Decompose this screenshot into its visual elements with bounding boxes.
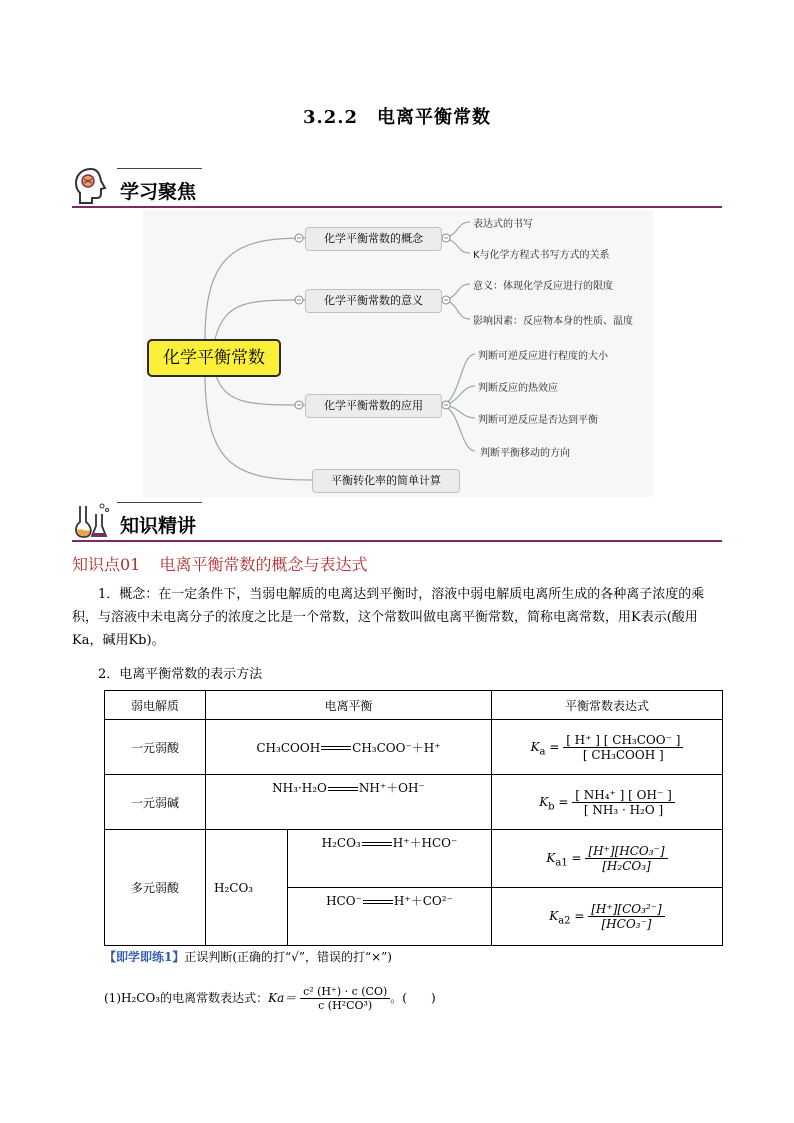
- constant-subscript: a1: [555, 857, 568, 869]
- reversible-arrow-icon: [328, 786, 358, 792]
- mindmap-branch-meaning: 化学平衡常数的意义: [305, 289, 442, 313]
- reversible-arrow-icon: [363, 899, 393, 905]
- fraction-numerator: [H⁺][HCO₃⁻]: [585, 844, 667, 859]
- section-header-knowledge: [72, 502, 722, 542]
- paragraph-method: 2．电离平衡常数的表示方法: [98, 667, 263, 682]
- section-top-rule: [117, 502, 202, 503]
- constant-symbol: K: [549, 909, 559, 923]
- fraction-denominator: [ NH₃ · H₂O ]: [583, 802, 664, 817]
- table-header: 弱电解质: [105, 691, 206, 720]
- equation-products: H⁺＋CO²⁻: [393, 894, 453, 908]
- table-cell-equation: [288, 830, 492, 888]
- mindmap-leaf: K与化学方程式书写方式的关系: [473, 250, 610, 261]
- mindmap-branch-concept: 化学平衡常数的概念: [305, 227, 442, 251]
- practice-heading: [104, 948, 392, 965]
- ionization-constant-table: [104, 690, 723, 946]
- table-cell-expression: $K_{a2}$ = $\frac{\text{[H⁺][CO₃²⁻]}}{\text{[HCO₃⁻]}}$: [492, 888, 723, 946]
- mindmap-leaf: 判断平衡移动的方向: [480, 448, 570, 459]
- fraction: [572, 788, 675, 817]
- table-cell-substance: H₂CO₃: [206, 830, 288, 946]
- constant-subscript: a2: [558, 915, 571, 927]
- mindmap-leaf: 影响因素：反应物本身的性质、温度: [473, 316, 633, 327]
- mindmap-leaf: 意义：体现化学反应进行的限度: [473, 281, 613, 292]
- mindmap-central-node: 化学平衡常数: [147, 339, 281, 377]
- fraction: [300, 985, 390, 1012]
- table-row: [105, 775, 723, 830]
- mindmap-branch-calculation: 平衡转化率的简单计算: [312, 469, 460, 493]
- fraction: [563, 733, 683, 762]
- question-prefix: (1)H₂CO₃的电离常数表达式：: [104, 991, 269, 1005]
- table-cell-expression: $K_{a1}$ = $\frac{\text{[H⁺][HCO₃⁻]}}{\text{[H₂CO₃]}}$: [492, 830, 723, 888]
- constant-symbol: K: [539, 794, 549, 809]
- constant-subscript: b: [548, 800, 555, 812]
- fraction: [585, 844, 667, 873]
- fraction-denominator: [H₂CO₃]: [602, 859, 651, 873]
- equation-reactant: HCO⁻: [326, 894, 362, 908]
- equation-products: NH⁺＋OH⁻: [358, 781, 425, 795]
- table-cell-equation: [206, 720, 492, 775]
- constant-symbol: Ka＝: [268, 991, 297, 1005]
- mindmap-leaf: 表达式的书写: [473, 219, 533, 230]
- practice-instruction: 正误判断(正确的打“√”，错误的打“×”): [184, 950, 392, 964]
- mindmap-connectors: [0, 0, 794, 520]
- answer-blank[interactable]: 。( ): [390, 991, 436, 1005]
- mindmap-leaf: 判断可逆反应是否达到平衡: [478, 415, 598, 426]
- flask-icon: [72, 500, 112, 540]
- page-title: 3.2.2 电离平衡常数: [302, 107, 492, 128]
- knowledge-point-number: 知识点01: [72, 555, 141, 574]
- fraction-denominator: c (H²CO³): [318, 999, 373, 1012]
- practice-tag: 【即学即练1】: [104, 950, 185, 964]
- knowledge-point-title: 电离平衡常数的概念与表达式: [159, 555, 368, 574]
- equation-reactant: CH₃COOH: [256, 740, 321, 755]
- fraction-denominator: [HCO₃⁻]: [601, 917, 652, 931]
- equation-products: CH₃COO⁻＋H⁺: [352, 740, 441, 755]
- constant-symbol: K: [546, 851, 556, 865]
- constant-symbol: K: [530, 739, 540, 754]
- fraction-denominator: [ CH₃COOH ]: [582, 747, 664, 762]
- mindmap-leaf: 判断可逆反应进行程度的大小: [478, 351, 608, 362]
- table-cell-equation: [288, 888, 492, 946]
- knowledge-point-heading: [72, 552, 367, 575]
- table-cell-type: 多元弱酸: [105, 830, 206, 946]
- reversible-arrow-icon: [362, 841, 392, 847]
- equation-products: H⁺＋HCO⁻: [392, 836, 458, 850]
- constant-subscript: a: [539, 745, 546, 757]
- table-header: 平衡常数表达式: [492, 691, 723, 720]
- table-cell-type: 一元弱碱: [105, 775, 206, 830]
- table-cell-expression: $K_b$ = $\frac{\text{[ NH₄⁺ ] [ OH⁻ ]}}{\text{[ NH₃ · H₂O ]}}$: [492, 775, 723, 830]
- table-row: [105, 720, 723, 775]
- mindmap-leaf: 判断反应的热效应: [478, 383, 558, 394]
- reversible-arrow-icon: [321, 745, 351, 751]
- section-title: 知识精讲: [120, 515, 197, 537]
- equation-reactant: NH₃·H₂O: [272, 781, 327, 795]
- table-cell-expression: $K_a$ = $\frac{\text{[ H⁺ ] [ CH₃COO⁻ ]}}{\text{[ CH₃COOH ]}}$: [492, 720, 723, 775]
- table-cell-type: 一元弱酸: [105, 720, 206, 775]
- paragraph-definition: 1．概念：在一定条件下，当弱电解质的电离达到平衡时，溶液中弱电解质电离所生成的各种离子浓度的乘积，与溶液中未电离分子的浓度之比是一个常数，这个常数叫做电离平衡常数，简称电离常数，用K表示(酸用Ka，碱用Kb)。: [72, 587, 705, 648]
- equation-reactant: H₂CO₃: [321, 836, 361, 850]
- practice-question-1: [104, 985, 436, 1012]
- section-rule: [72, 540, 722, 542]
- table-cell-equation: [206, 775, 492, 830]
- fraction: [588, 902, 665, 931]
- mindmap-branch-application: 化学平衡常数的应用: [305, 394, 442, 418]
- fraction-numerator: [ NH₄⁺ ] [ OH⁻ ]: [572, 788, 675, 803]
- fraction-numerator: [ H⁺ ] [ CH₃COO⁻ ]: [563, 733, 683, 748]
- table-header: 电离平衡: [206, 691, 492, 720]
- section-title: 学习聚焦: [120, 181, 197, 203]
- table-row: [105, 830, 723, 888]
- fraction-numerator: c² (H⁺) · c (CO): [300, 985, 390, 999]
- fraction-numerator: [H⁺][CO₃²⁻]: [588, 902, 665, 917]
